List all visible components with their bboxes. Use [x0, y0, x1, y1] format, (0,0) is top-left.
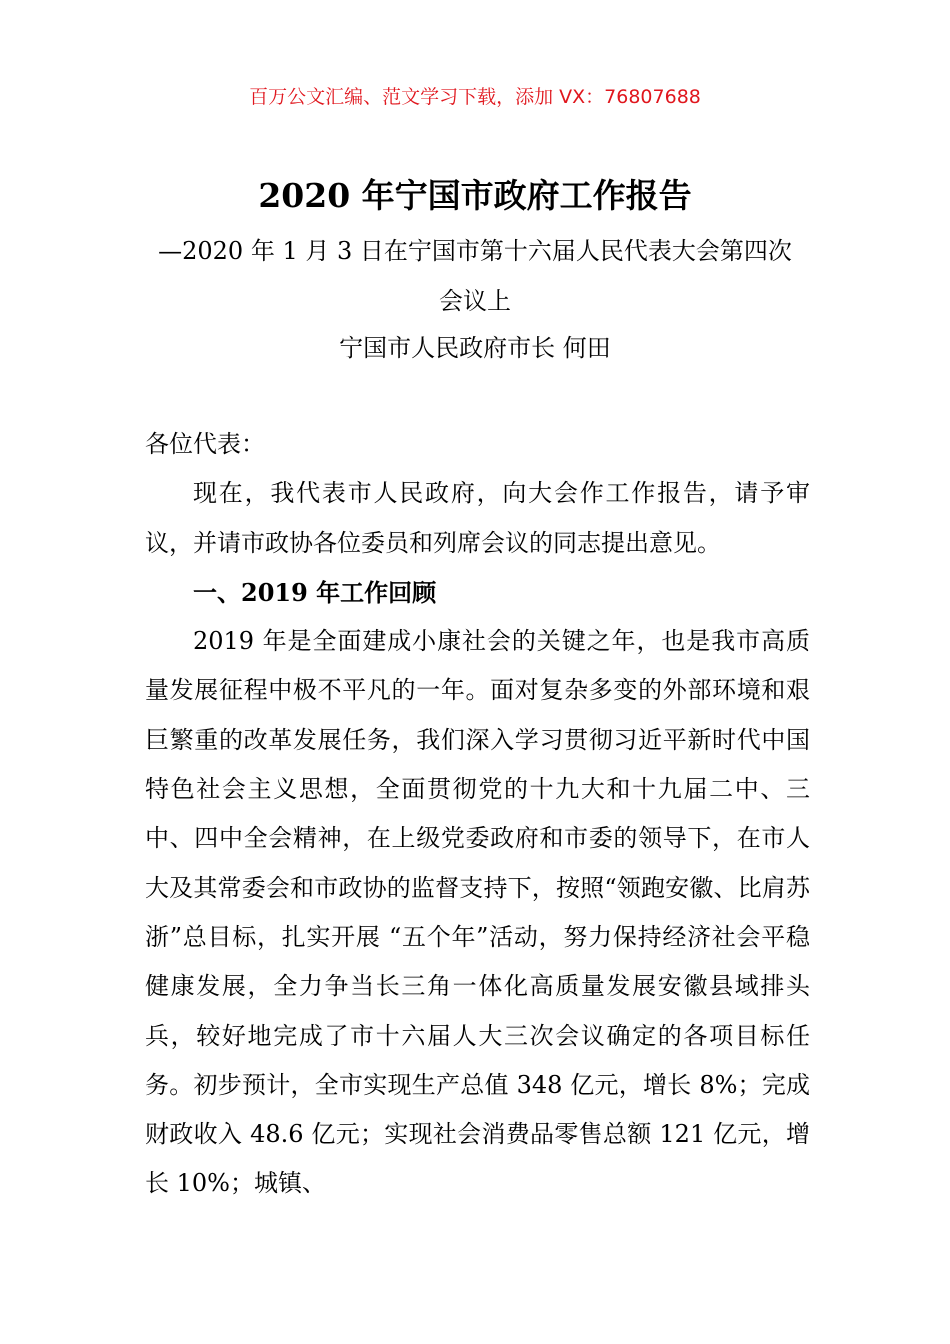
intro-paragraph: 现在，我代表市人民政府，向大会作工作报告，请予审议，并请市政协各位委员和列席会议的同志提出意见。 [145, 479, 810, 557]
document-title: 2020 年宁国市政府工作报告 [258, 176, 692, 215]
document-signature: 宁国市人民政府市长 何田 [339, 334, 611, 362]
section-paragraph: 2019 年是全面建成小康社会的关键之年，也是我市高质量发展征程中极不平凡的一年。面对复杂多变的外部环境和艰巨繁重的改革发展任务，我们深入学习贯彻习近平新时代中国特色社会主义思想，全面贯彻党的十九大和十九届二中、三中、四中全会精神，在上级党委政府和市委的领导下，在市人大及其常委会和市政协的监督支持下，按照“领跑安徽、比肩苏浙”总目标，扎实开展 “五个年”活动，努力保持经济社会平稳健康发展，全力争当长三角一体化高质量发展安徽县域排头兵，较好地完成了市十六届人大三次会议确定的各项目标任务。初步预计，全市实现生产总值 348 亿元，增长 8%；完成财政收入 48.6 亿元；实现社会消费品零售总额 121 亿元，增长 10%；城镇、 [145, 627, 810, 1198]
promo-banner: 百万公文汇编、范文学习下载，添加 VX：76807688 [249, 86, 701, 108]
document-subtitle: —2020 年 1 月 3 日在宁国市第十六届人民代表大会第四次会议上 [158, 237, 792, 315]
document-body [145, 420, 810, 1209]
section-heading: 一、2019 年工作回顾 [193, 577, 437, 607]
salutation: 各位代表： [145, 430, 265, 458]
